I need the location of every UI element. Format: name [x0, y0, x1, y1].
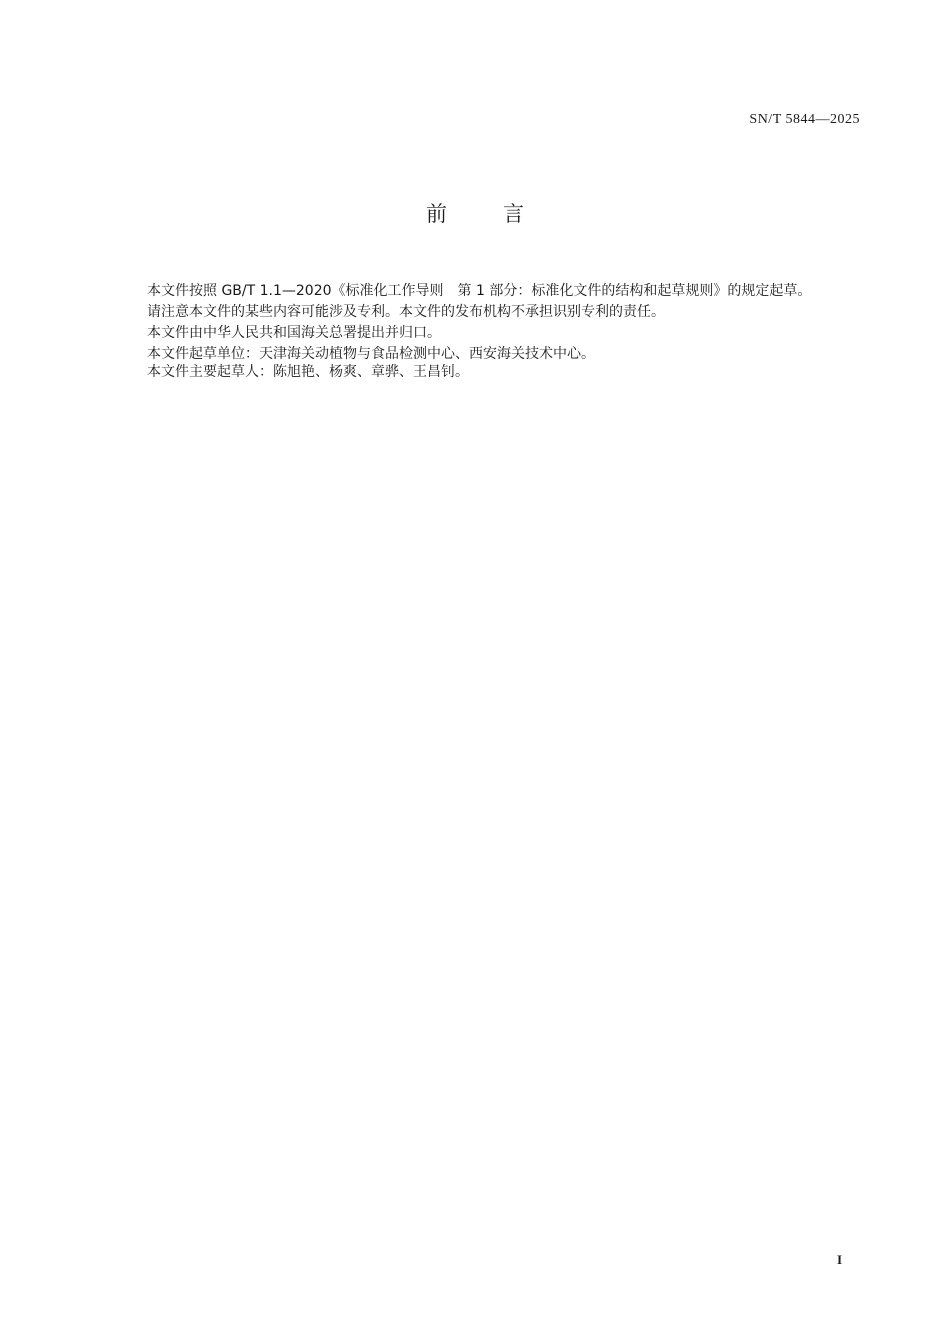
page-number: I — [837, 1252, 843, 1267]
page-title — [0, 198, 950, 228]
title-char-1: 前 — [426, 202, 447, 226]
paragraph-drafting-units: 本文件起草单位：天津海关动植物与食品检测中心、西安海关技术中心。 — [147, 346, 595, 362]
paragraph-drafters: 本文件主要起草人：陈旭艳、杨爽、章骅、王昌钊。 — [147, 364, 469, 380]
title-char-2: 言 — [503, 202, 524, 226]
paragraph-drafting-basis: 本文件按照 GB/T 1.1—2020《标准化工作导则 第 1 部分：标准化文件的结构和起草规则》的规定起草。 — [147, 283, 812, 299]
standard-number: SN/T 5844—2025 — [749, 112, 860, 127]
paragraph-patent-notice: 请注意本文件的某些内容可能涉及专利。本文件的发布机构不承担识别专利的责任。 — [147, 304, 665, 320]
foreword-body — [114, 282, 860, 384]
paragraph-proposer: 本文件由中华人民共和国海关总署提出并归口。 — [147, 325, 441, 341]
